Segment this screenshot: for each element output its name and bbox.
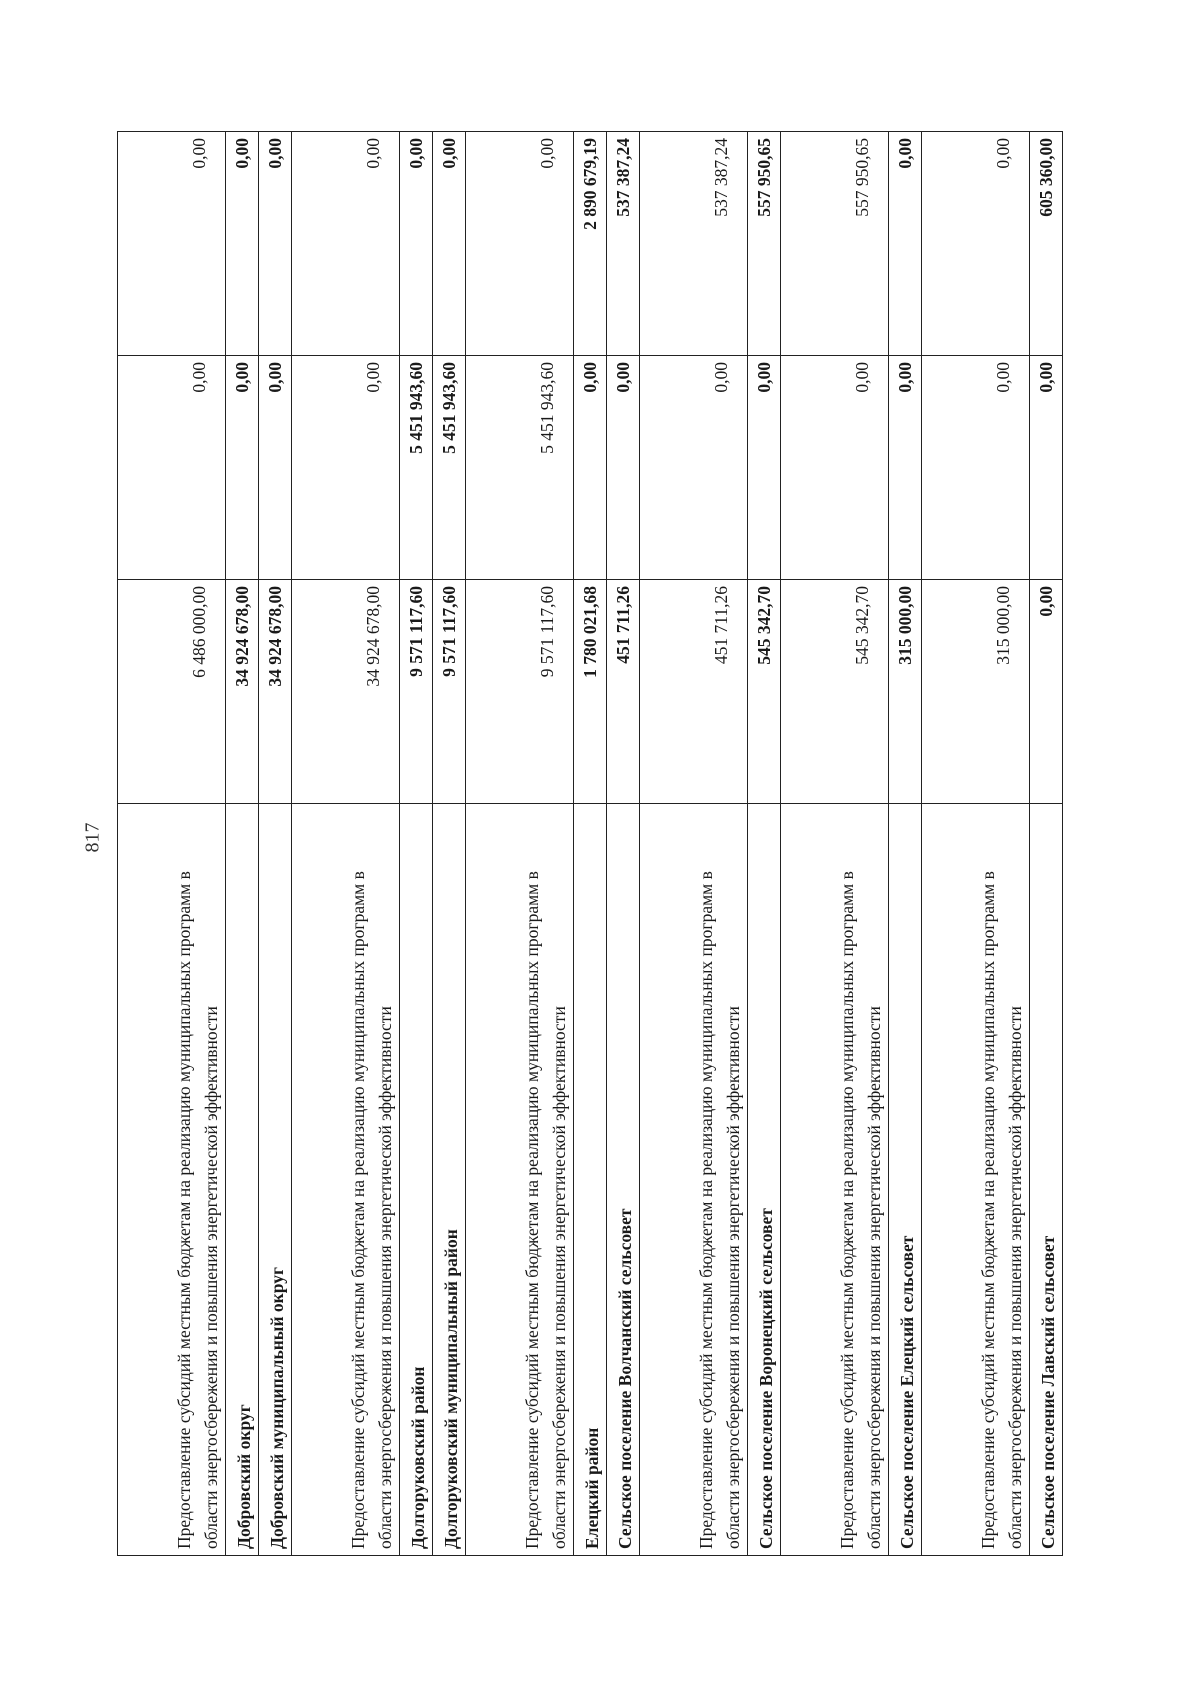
amount-cell-3: 0,00 bbox=[118, 132, 226, 356]
amount-cell-1: 315 000,00 bbox=[889, 580, 922, 804]
amount-cell-2: 0,00 bbox=[889, 356, 922, 580]
row-name-cell: Елецкий район bbox=[574, 804, 607, 1556]
row-name-cell: Сельское поселение Волчанский сельсовет bbox=[607, 804, 640, 1556]
table-row-group bbox=[400, 132, 433, 1556]
table-row bbox=[640, 132, 748, 1556]
row-name-cell: Долгоруковский муниципальный район bbox=[433, 804, 466, 1556]
amount-cell-2: 0,00 bbox=[292, 356, 400, 580]
amount-cell-2: 0,00 bbox=[607, 356, 640, 580]
row-name-cell: Предоставление субсидий местным бюджетам на реализацию муниципальных программ в области энергосбережения и повышения энергетической эффективности bbox=[640, 804, 748, 1556]
amount-cell-2: 0,00 bbox=[640, 356, 748, 580]
amount-cell-1: 6 486 000,00 bbox=[118, 580, 226, 804]
amount-cell-3: 605 360,00 bbox=[1030, 132, 1063, 356]
row-name-cell: Предоставление субсидий местным бюджетам на реализацию муниципальных программ в области энергосбережения и повышения энергетической эффективности bbox=[466, 804, 574, 1556]
amount-cell-1: 1 780 021,68 bbox=[574, 580, 607, 804]
amount-cell-3: 0,00 bbox=[433, 132, 466, 356]
row-name-cell: Предоставление субсидий местным бюджетам на реализацию муниципальных программ в области энергосбережения и повышения энергетической эффективности bbox=[922, 804, 1030, 1556]
amount-cell-1: 545 342,70 bbox=[781, 580, 889, 804]
amount-cell-2: 0,00 bbox=[781, 356, 889, 580]
table-row bbox=[118, 132, 226, 1556]
table-row bbox=[292, 132, 400, 1556]
amount-cell-2: 0,00 bbox=[922, 356, 1030, 580]
amount-cell-1: 9 571 117,60 bbox=[466, 580, 574, 804]
amount-cell-1: 9 571 117,60 bbox=[433, 580, 466, 804]
table-row bbox=[466, 132, 574, 1556]
amount-cell-2: 0,00 bbox=[748, 356, 781, 580]
amount-cell-1: 451 711,26 bbox=[607, 580, 640, 804]
budget-table bbox=[117, 131, 1063, 1556]
amount-cell-2: 5 451 943,60 bbox=[400, 356, 433, 580]
table-row-group bbox=[1030, 132, 1063, 1556]
amount-cell-3: 0,00 bbox=[226, 132, 259, 356]
amount-cell-2: 0,00 bbox=[1030, 356, 1063, 580]
amount-cell-2: 5 451 943,60 bbox=[433, 356, 466, 580]
page-number: 817 bbox=[81, 822, 104, 853]
table-row bbox=[781, 132, 889, 1556]
table-row-group bbox=[574, 132, 607, 1556]
table-row-group bbox=[433, 132, 466, 1556]
amount-cell-2: 0,00 bbox=[226, 356, 259, 580]
amount-cell-3: 0,00 bbox=[259, 132, 292, 356]
amount-cell-3: 0,00 bbox=[466, 132, 574, 356]
amount-cell-1: 545 342,70 bbox=[748, 580, 781, 804]
row-name-cell: Предоставление субсидий местным бюджетам на реализацию муниципальных программ в области энергосбережения и повышения энергетической эффективности bbox=[292, 804, 400, 1556]
amount-cell-3: 537 387,24 bbox=[640, 132, 748, 356]
table-row-group bbox=[748, 132, 781, 1556]
amount-cell-3: 0,00 bbox=[292, 132, 400, 356]
amount-cell-1: 34 924 678,00 bbox=[292, 580, 400, 804]
table-row-group bbox=[607, 132, 640, 1556]
row-name-cell: Сельское поселение Лавский сельсовет bbox=[1030, 804, 1063, 1556]
row-name-cell: Добровский муниципальный округ bbox=[259, 804, 292, 1556]
row-name-cell: Предоставление субсидий местным бюджетам на реализацию муниципальных программ в области энергосбережения и повышения энергетической эффективности bbox=[781, 804, 889, 1556]
row-name-cell: Сельское поселение Воронецкий сельсовет bbox=[748, 804, 781, 1556]
amount-cell-2: 0,00 bbox=[118, 356, 226, 580]
table-row bbox=[922, 132, 1030, 1556]
row-name-cell: Долгоруковский район bbox=[400, 804, 433, 1556]
amount-cell-1: 0,00 bbox=[1030, 580, 1063, 804]
amount-cell-3: 0,00 bbox=[922, 132, 1030, 356]
amount-cell-1: 9 571 117,60 bbox=[400, 580, 433, 804]
amount-cell-1: 34 924 678,00 bbox=[226, 580, 259, 804]
table-row-group bbox=[226, 132, 259, 1556]
table-body bbox=[118, 132, 1063, 1556]
amount-cell-3: 0,00 bbox=[889, 132, 922, 356]
table-row-group bbox=[889, 132, 922, 1556]
amount-cell-2: 0,00 bbox=[574, 356, 607, 580]
amount-cell-3: 0,00 bbox=[400, 132, 433, 356]
amount-cell-1: 34 924 678,00 bbox=[259, 580, 292, 804]
row-name-cell: Предоставление субсидий местным бюджетам на реализацию муниципальных программ в области энергосбережения и повышения энергетической эффективности bbox=[118, 804, 226, 1556]
table-row-group bbox=[259, 132, 292, 1556]
amount-cell-1: 315 000,00 bbox=[922, 580, 1030, 804]
row-name-cell: Сельское поселение Елецкий сельсовет bbox=[889, 804, 922, 1556]
amount-cell-3: 557 950,65 bbox=[781, 132, 889, 356]
amount-cell-3: 2 890 679,19 bbox=[574, 132, 607, 356]
amount-cell-3: 557 950,65 bbox=[748, 132, 781, 356]
amount-cell-2: 0,00 bbox=[259, 356, 292, 580]
amount-cell-3: 537 387,24 bbox=[607, 132, 640, 356]
amount-cell-2: 5 451 943,60 bbox=[466, 356, 574, 580]
row-name-cell: Добровский округ bbox=[226, 804, 259, 1556]
amount-cell-1: 451 711,26 bbox=[640, 580, 748, 804]
